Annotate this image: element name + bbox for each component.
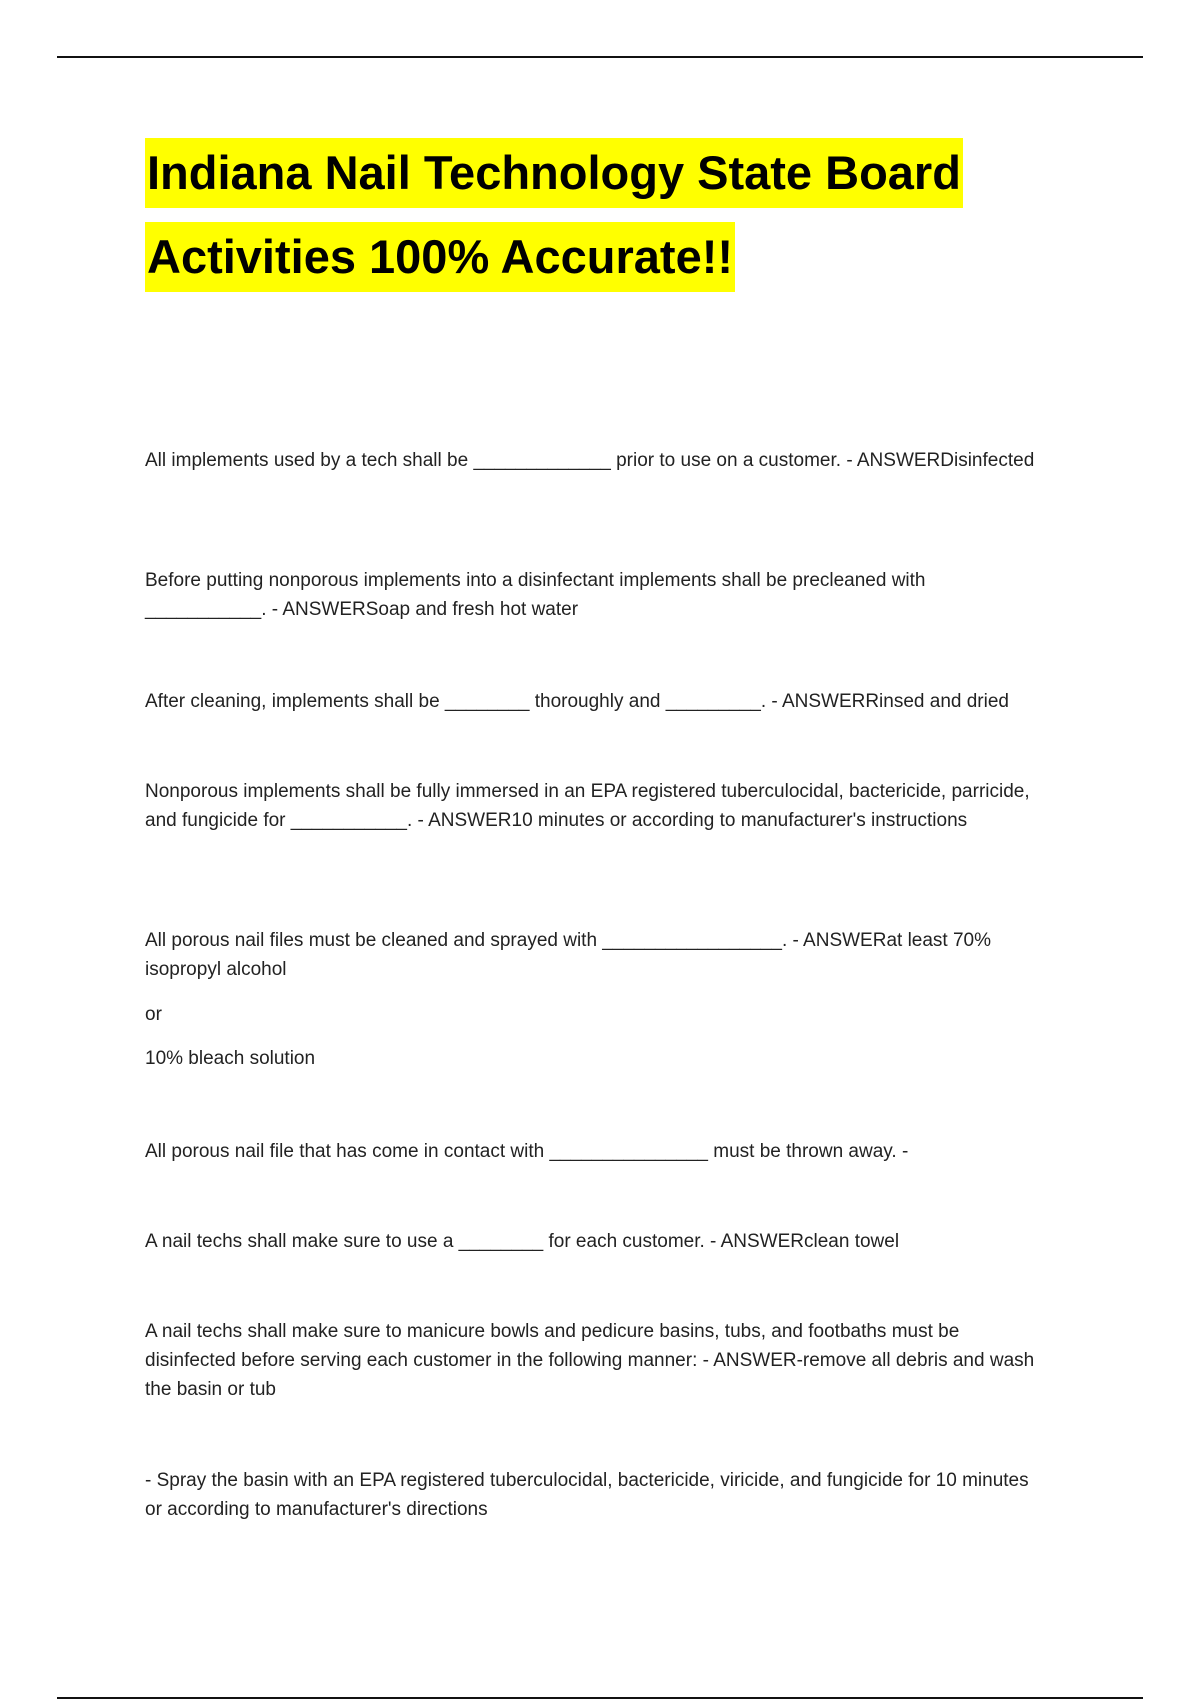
document-title	[145, 138, 1045, 292]
answer-extra-bleach: 10% bleach solution	[145, 1048, 316, 1069]
answer-extra-or: or	[145, 1004, 162, 1025]
question-item-6	[145, 1137, 1045, 1166]
title-line-1: Indiana Nail Technology State Board	[145, 138, 963, 208]
title-line-2: Activities 100% Accurate!!	[145, 222, 735, 292]
question-item-1	[145, 446, 1045, 475]
footer-rule	[57, 1697, 1143, 1699]
question-text: All porous nail files must be cleaned and sprayed with _________________. - ANSWERat least 70% isopropyl alcohol	[145, 930, 992, 980]
question-item-5	[145, 926, 1045, 1073]
question-text: A nail techs shall make sure to manicure bowls and pedicure basins, tubs, and footbaths must be disinfected before serving each customer in the following manner: - ANSWER-remove all debris and wash the basin or tub	[145, 1321, 1035, 1400]
question-item-9	[145, 1466, 1045, 1524]
header-rule	[57, 56, 1143, 58]
question-text: A nail techs shall make sure to use a ________ for each customer. - ANSWERclean towel	[145, 1231, 900, 1252]
question-text: After cleaning, implements shall be ________ thoroughly and _________. - ANSWERRinsed and dried	[145, 691, 1009, 712]
question-text: Nonporous implements shall be fully immersed in an EPA registered tuberculocidal, bactericide, parricide, and fungicide for ___________. - ANSWER10 minutes or according to manufacturer's instructions	[145, 781, 1030, 831]
question-item-7	[145, 1227, 1045, 1256]
question-text: Before putting nonporous implements into a disinfectant implements shall be precleaned with ___________. - ANSWERSoap and fresh hot water	[145, 570, 926, 620]
question-item-8	[145, 1317, 1045, 1404]
question-text: All porous nail file that has come in contact with _______________ must be thrown away. -	[145, 1141, 909, 1162]
question-item-4	[145, 777, 1045, 835]
question-text: All implements used by a tech shall be _____________ prior to use on a customer. - ANSWERDisinfected	[145, 450, 1035, 471]
question-text: - Spray the basin with an EPA registered tuberculocidal, bactericide, viricide, and fungicide for 10 minutes or according to manufacturer's directions	[145, 1470, 1029, 1520]
question-item-3	[145, 687, 1045, 716]
question-item-2	[145, 566, 1045, 624]
